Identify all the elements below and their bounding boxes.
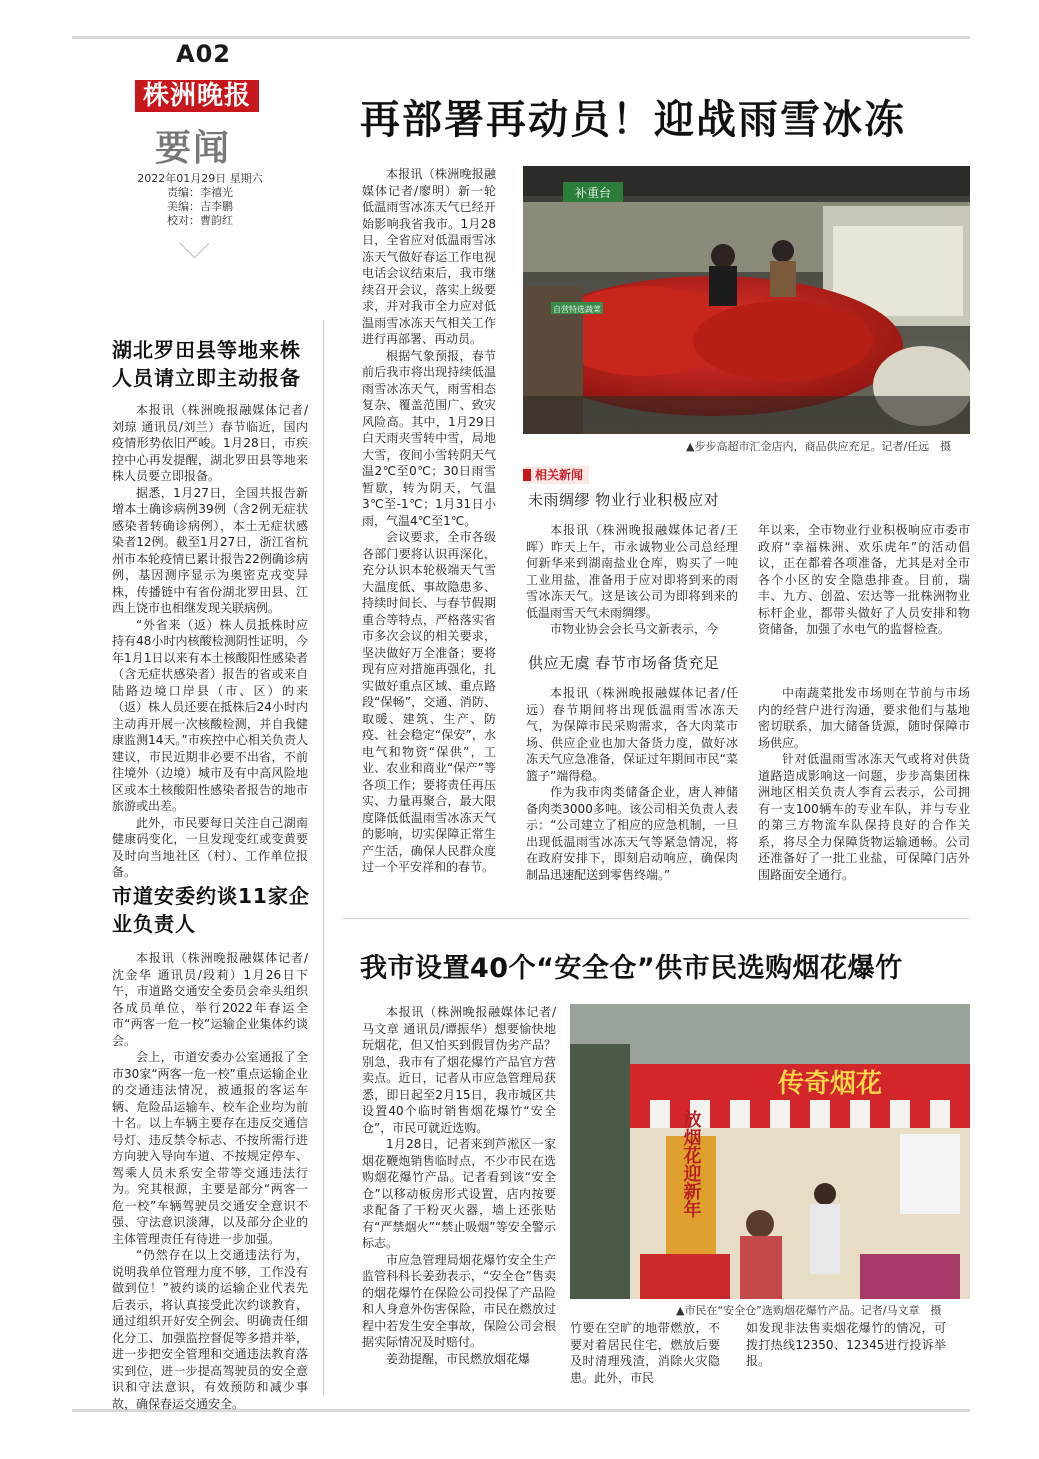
issue-date: 2022年01月29日 星期六 xyxy=(137,172,263,185)
related-story1-col1 xyxy=(526,522,738,638)
main-photo-caption: ▲步步高超市汇金店内，商品供应充足。记者/任远 摄 xyxy=(686,440,952,453)
related-story1-col2 xyxy=(758,522,970,638)
side-story1-title: 湖北罗田县等地来株人员请立即主动报备 xyxy=(112,338,301,390)
story3-col1 xyxy=(362,1004,556,1367)
related-story2-title: 供应无虞 春节市场备货充足 xyxy=(528,654,720,672)
related-news-tag: 相关新闻 xyxy=(523,466,589,484)
paragraph: 市物业协会会长马文新表示，今 xyxy=(550,622,719,636)
fireworks-photo xyxy=(570,1004,970,1299)
paragraph: 中南蔬菜批发市场则在节前与市场内的经营户进行沟通，要求他们与基地密切联系，加大储备货源，随时保障市场供应。 xyxy=(758,686,970,750)
story3-photo-caption: ▲市民在“安全仓”选购烟花爆竹产品。记者/马文章 摄 xyxy=(676,1304,942,1317)
paragraph: 本报讯（株洲晚报融媒体记者/王晖）昨天上午，市永诚物业公司总经理何新华来到湖南盐业仓库，购买了一吨工业用盐，准备用于应对即将到来的雨雪冰冻天气。这是该公司为即将到来的低温雨雪天气未雨绸缪。 xyxy=(526,523,738,620)
paragraph: 本报讯（株洲晚报融媒体记者/沈金华 通讯员/段莉）1月26日下午，市道路交通安全委员会牵头组织各成员单位，举行2022年春运全市“两客一危一校”运输企业集体约谈会。 xyxy=(112,951,308,1048)
paragraph: 姜劲提醒，市民燃放烟花爆 xyxy=(386,1351,531,1366)
fireworks-photo-illustration xyxy=(570,1004,970,1299)
masthead-logo: 株洲晚报 xyxy=(135,80,259,112)
related-story2-col1 xyxy=(526,685,738,883)
market-photo xyxy=(523,166,970,434)
paragraph: “外省来（返）株人员抵株时应持有48小时内核酸检测阴性证明，今年1月1日以来有本土核酸阳性感染者（含无症状感染者）报告的省或来自陆路边境口岸县（市、区）的来（返）株人员还要在抵株后24小时内主动再开展一次核酸检测，并自我健康监测14天。”市疾控中心相关负责人建议，市民近期非必要不出省，不前往境外（边境）城市及有中高风险地区或本土核酸阳性感染者报告的地市旅游或出差。 xyxy=(112,617,308,813)
shop-sign-text: 传奇烟花 xyxy=(777,1069,883,1099)
section-divider xyxy=(343,918,969,919)
designer-credit: 美编：吉李鹏 xyxy=(167,200,233,213)
paragraph: 根据气象预报，春节前后我市将出现持续低温雨雪冰冻天气，雨雪相态复杂、覆盖范围广、致灾风险高。其中，1月29日白天雨夹雪转中雪，局地大雪，夜间小雪转阴天气温2℃至0℃；30日雨雪暂歇，转为阴天，气温3℃至-1℃；1月31日小雨，气温4℃至1℃。 xyxy=(362,348,496,528)
paragraph: 本报讯（株洲晚报融媒体记者/任远）春节期间将出现低温雨雪冰冻天气，为保障市民采购需求，各大肉菜市场、供应企业也加大备货力度，做好冰冻天气应急准备，保证过年期间市民“菜篮子”端得稳。 xyxy=(526,686,738,783)
side-story1-body xyxy=(112,402,308,881)
column-divider xyxy=(323,320,324,1395)
proofreader-credit: 校对：曹韵红 xyxy=(167,214,233,227)
paragraph: 会议要求，全市各级各部门要将认识再深化，充分认识本轮极端天气雪大温度低、事故隐患多、持续时间长、与春节假期重合等特点，严格落实省市多次会议的相关要求，坚决做好万全准备；要将现有应对措施再强化，扎实做好重点区域、重点路段“保畅”，交通、消防、取暖、建筑、生产、防疫、社会稳定“保安”，水电气和物资“保供”，工业、农业和商业“保产”等各项工作；要将责任再压实、力量再聚合，最大限度降低低温雨雪冰冻天气的影响，切实保障正常生产生活，确保人民群众度过一个平安祥和的春节。 xyxy=(362,530,496,874)
paragraph: 如发现非法售卖烟花爆竹的情况，可拨打热线12350、12345进行投诉举报。 xyxy=(746,1321,946,1368)
paragraph: 本报讯（株洲晚报融媒体记者/廖明）新一轮低温雨雪冰冻天气已经开始影响我省我市。1月28日，全省应对低温雨雪冰冻天气做好春运工作电视电话会议结束后，我市继续召开会议，落实上级要求，并对我市全力应对低温雨雪冰冻天气相关工作进行再部署、再动员。 xyxy=(362,167,496,346)
paragraph: “仍然存在以上交通违法行为，说明我单位管理力度不够，工作没有做到位！”被约谈的运输企业代表先后表示，将认真接受此次约谈教育，通过组织开好安全例会、明确责任细化分工、加强监控督促等多措并举，进一步把安全管理和交通违法教育落实到位，进一步提高驾驶员的安全意识和守法意识，有效预防和减少事故，确保春运交通安全。 xyxy=(112,1248,308,1411)
side-story2-title: 市道安委约谈11家企业负责人 xyxy=(112,884,310,936)
side-story2-body xyxy=(112,950,308,1412)
paragraph: 市应急管理局烟花爆竹安全生产监管科科长姜劲表示，“安全仓”售卖的烟花爆竹在保险公司投保了产品险和人身意外伤害保险，市民在燃放过程中若发生安全事故，保险公司会根据实际情况及时赔付。 xyxy=(362,1252,556,1349)
banner-text: 放烟花迎新年 xyxy=(680,1110,702,1218)
chevron-down-icon xyxy=(180,229,210,259)
issue-meta xyxy=(130,172,270,228)
paragraph: 1月28日，记者来到芦淞区一家烟花鞭炮销售临时点，不少市民在选购烟花爆竹产品。记者看到该“安全仓”以移动板房形式设置，店内按要求配备了干粉灭火器，墙上还张贴有“严禁烟火”“禁止吸烟”等安全警示标志。 xyxy=(362,1137,556,1250)
section-name: 要闻 xyxy=(155,127,232,169)
related-story1-title: 未雨绸缪 物业行业积极应对 xyxy=(528,491,720,509)
page-number: A02 xyxy=(176,40,231,68)
paragraph: 此外，市民要每日关注自己湖南健康码变化，一旦发现变红或变黄要及时向当地社区（村）、工作单位报备。 xyxy=(112,815,308,879)
main-headline: 再部署再动员！迎战雨雪冰冻 xyxy=(360,97,906,143)
top-rule xyxy=(72,36,970,39)
produce-label-text: 自营特选蔬菜 xyxy=(553,305,601,314)
paragraph: 本报讯（株洲晚报融媒体记者/刘琼 通讯员/刘兰）春节临近，国内疫情形势依旧严峻。1月28日，市疾控中心再发提醒，湖北罗田县等地来株人员要立即报备。 xyxy=(112,403,308,483)
paragraph: 作为我市肉类储备企业，唐人神储备肉类3000多吨。该公司相关负责人表示：“公司建立了相应的应急机制，一旦出现低温雨雪冰冻天气等紧急情况，将在政府安排下，即刻启动响应，确保肉制品迅速配送到零售终端。” xyxy=(526,785,738,882)
paragraph: 据悉，1月27日，全国共报告新增本土确诊病例39例（含2例无症状感染者转确诊病例），本土无症状感染者12例。截至1月27日，浙江省杭州市本轮疫情已累计报告22例确诊病例，基因测序显示为奥密克戎变异株，传播链中有省份湖北罗田县、江西上饶市也相继发现关联病例。 xyxy=(112,485,308,615)
market-photo-illustration xyxy=(523,166,970,434)
editor-credit: 责编：李禧光 xyxy=(167,186,233,199)
paragraph: 针对低温雨雪冰冻天气或将对供货道路造成影响这一问题，步步高集团株洲地区相关负责人李育云表示，公司拥有一支100辆车的专业车队，并与专业的第三方物流车队保持良好的合作关系，将尽全力保障货物运输通畅。公司还准备好了一批工业盐，可保障门店外围路面安全通行。 xyxy=(758,752,970,882)
paragraph: 年以来，全市物业行业积极响应市委市政府“幸福株洲、欢乐虎年”的活动倡议，正在都着各项准备，尤其是对全市各个小区的安全隐患排查。目前，瑞丰、九方、创盈、宏达等一批株洲物业标杆企业，都带头做好了人员安排和物资储备，加强了水电气的监督检查。 xyxy=(758,523,970,636)
story3-col3 xyxy=(746,1320,946,1370)
main-story-body xyxy=(362,166,496,876)
story3-col2 xyxy=(570,1320,720,1386)
paragraph: 会上，市道安委办公室通报了全市30家“两客一危一校”重点运输企业的交通违法情况，被通报的客运车辆、危险品运输车、校车企业均为前十名。以上车辆主要存在违反交通信号灯、违反禁令标志、不按所需行进方向驶入导向车道、不按规定停车、驾乘人员未系安全带等交通违法行为。究其根源，主要是部分“两客一危一校”车辆驾驶员交通安全意识不强、守法意识淡薄，以及部分企业的主体管理责任有待进一步加强。 xyxy=(112,1050,308,1246)
store-sign-text: 补重台 xyxy=(574,186,612,200)
paragraph: 本报讯（株洲晚报融媒体记者/马文章 通讯员/谭振华）想要愉快地玩烟花，但又怕买到假冒伪劣产品？别急，我市有了烟花爆竹产品官方营卖点。近日，记者从市应急管理局获悉，即日起至2月15日，我市城区共设置40个临时销售烟花爆竹“安全仓”，市民可就近选购。 xyxy=(362,1005,556,1135)
related-story2-col2 xyxy=(758,685,970,883)
story3-headline: 我市设置40个“安全仓”供市民选购烟花爆竹 xyxy=(360,953,903,984)
paragraph: 竹要在空旷的地带燃放，不要对着居民住宅，燃放后要及时清理残渣，消除火灾隐患。此外，市民 xyxy=(570,1321,720,1385)
